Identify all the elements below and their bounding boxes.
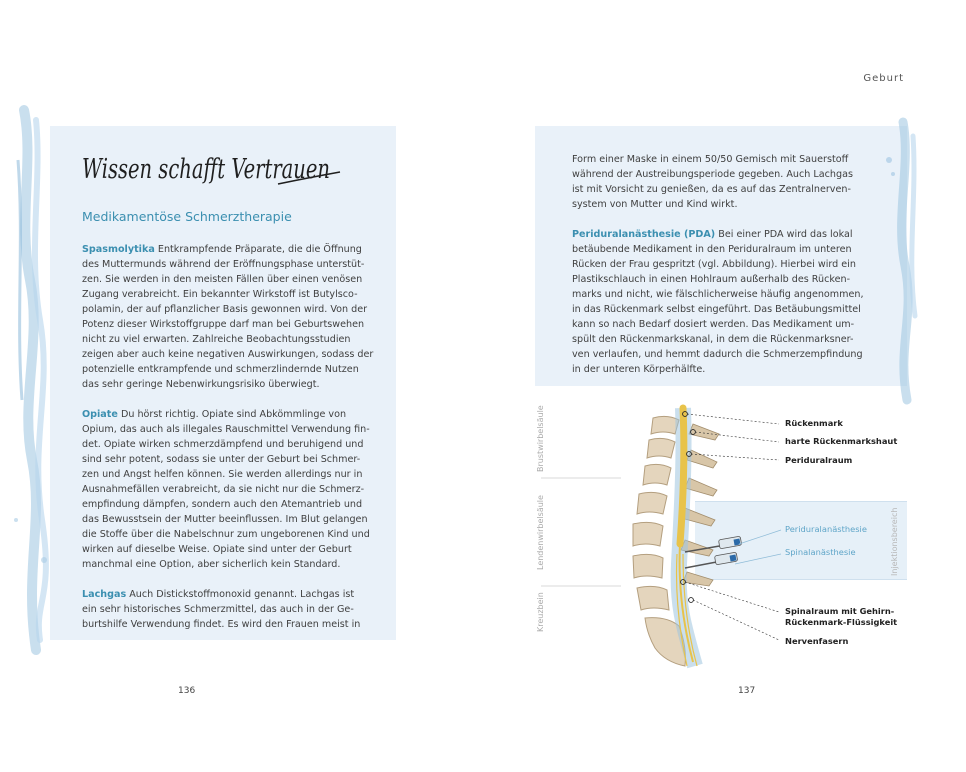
label-harte-rueckenmarkshaut: harte Rückenmarkshaut (785, 436, 898, 446)
page-number-left: 136 (178, 686, 196, 696)
para-title: Periduralanästhesie (PDA) (572, 229, 716, 240)
label-spinalraum-2: Rückenmark-Flüssigkeit (785, 617, 898, 627)
handwritten-title-text: Wissen schafft Vertrauen (82, 154, 330, 185)
right-body-text (572, 152, 864, 377)
para-title: Lachgas (82, 589, 127, 600)
running-head: Geburt (863, 73, 904, 84)
watercolor-stroke-right (883, 116, 923, 406)
paragraph-opiate: Opiate Du hörst richtig. Opiate sind Abkömmlinge von Opium, das auch als illegales Rauschmittel Verwendung fin- det. Opiate wirken schmerzdämpfend und beruhigend und sind sehr potent, sodass sie unter der Geburt bei Schmer- zen und Angst helfen können. Sie werden allerdings nur in Ausnahmefällen verabreicht, da sie nicht nur die Schmerz- empfindung dämpfen, sondern auch den Atemantrieb und das Bewusstsein der Mutter beeinflussen. Im Blut gelangen die Stoffe über die Nabelschnur zum ungeborenen Kind und wirken auf dieselbe Weise. Opiate sind unter der Geburt manchmal eine Option, aber sicherlich kein Standard. (82, 409, 370, 570)
para-title: Opiate (82, 409, 118, 420)
right-page (483, 0, 966, 772)
side-label-kreuzbein: Kreuzbein (536, 592, 545, 632)
label-rueckenmark: Rückenmark (785, 418, 843, 428)
left-body-text (82, 242, 382, 632)
region-lines (535, 398, 625, 638)
handwritten-title (82, 148, 344, 194)
paragraph-intro: Form einer Maske in einem 50/50 Gemisch mit Sauerstoff während der Austreibungsperiode gegeben. Auch Lachgas ist mit Vorsicht zu genießen, da es auf das Zentralnerven- system von Mutter und Kind wirkt. (572, 154, 853, 210)
page-number-right: 137 (738, 686, 756, 696)
side-label-brust: Brustwirbelsäule (536, 405, 545, 472)
label-nervenfasern: Nervenfasern (785, 636, 849, 646)
watercolor-stroke-left (10, 100, 54, 660)
leader-lines (683, 404, 793, 654)
side-label-lenden: Lendenwirbelsäule (536, 495, 545, 570)
label-spinalraum-1: Spinalraum mit Gehirn- (785, 606, 895, 616)
section-title: Medikamentöse Schmerztherapie (82, 209, 292, 224)
paragraph-pda: Periduralanästhesie (PDA) Bei einer PDA wird das lokal betäubende Medikament in den Periduralraum im unteren Rücken der Frau gespritzt (vgl. Abbildung). Hierbei wird ein Plastikschlauch in einen Hohlraum außerhalb des Rücken- marks und nicht, wie fälschlicherweise häufig angenommen, in das Rückenmark selbst eingeführt. Das Betäubungsmittel kann so nach Bedarf dosiert werden. Das Medikament um- spült den Rückenmarkskanal, in dem die Rückenmarksner- ven verlaufen, und hemmt dadurch die Schmerzempfindung in der unteren Körperhälfte. (572, 229, 864, 375)
paragraph-spasmolytika: Spasmolytika Entkrampfende Präparate, die die Öffnung des Muttermunds während der Eröffnungsphase unterstüt- zen. Sie werden in den meisten Fällen über einen venösen Zugang verabreicht. Ein bekannter Wirkstoff ist Butylsco- polamin, der auf pflanzlicher Basis gewonnen wird. Von der Potenz dieser Wirkstoffgruppe darf man bei Geburtswehen nicht zu viel erwarten. Zahlreiche Beobachtungsstudien zeigen aber auch keine negativen Auswirkungen, sodass der potenzielle entkrampfende und schmerzlindernde Nutzen das sehr geringe Nebenwirkungsrisiko überwiegt. (82, 244, 374, 390)
label-periduralraum: Periduralraum (785, 455, 853, 465)
para-title: Spasmolytika (82, 244, 155, 255)
label-periduralanaesthesie: Periduralanästhesie (785, 524, 867, 534)
side-label-injektion: Injektionsbereich (890, 507, 899, 576)
label-spinalanaesthesie: Spinalanästhesie (785, 547, 856, 557)
paragraph-lachgas: Lachgas Auch Distickstoffmonoxid genannt. Lachgas ist ein sehr historisches Schmerzmittel, das auch in der Ge- burtshilfe Verwendung findet. Es wird den Frauen meist in (82, 589, 361, 630)
